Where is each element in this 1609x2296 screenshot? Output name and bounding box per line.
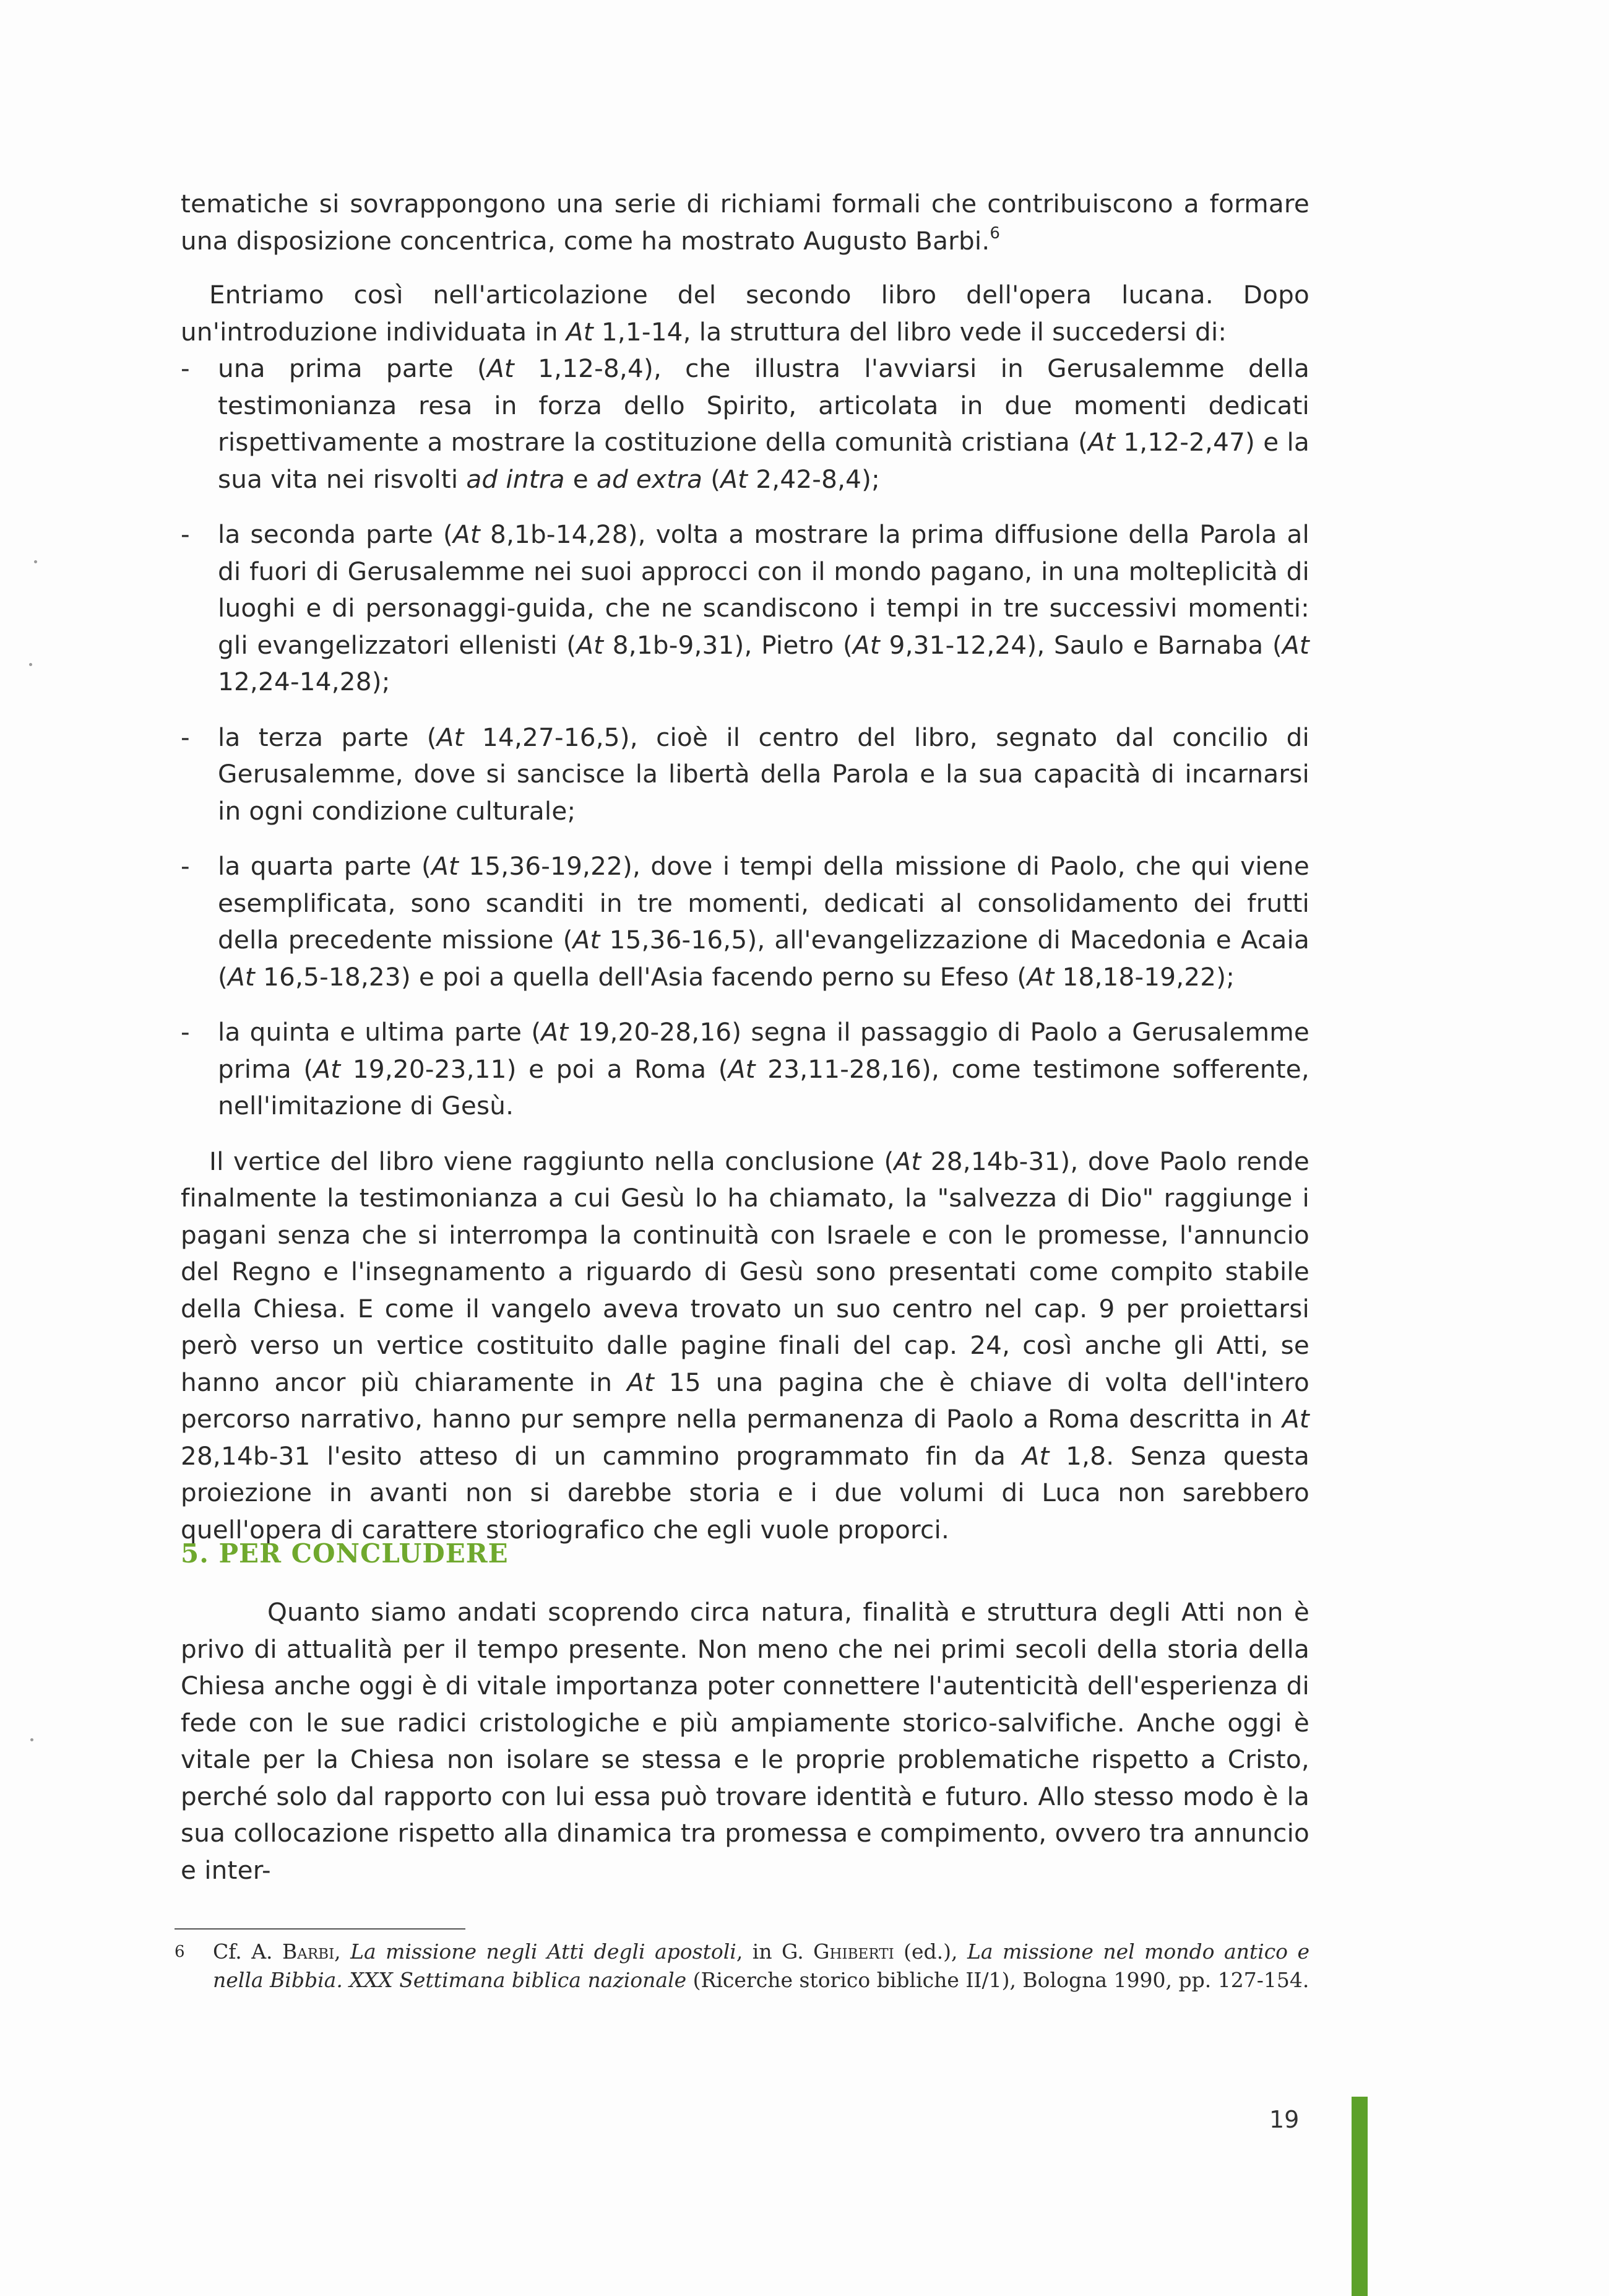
list-item-part-3: - la terza parte (At 14,27-16,5), cioè il centro del libro, segnato dal concilio di Gerusalemme, dove si sancisce la libertà della Parola e la sua capacità di incarnarsi in ogni condizione culturale; (181, 722, 1309, 826)
footnote (175, 1938, 1309, 1995)
scan-speck (34, 560, 37, 563)
list-item-part-5: - la quinta e ultima parte (At 19,20-28,16) segna il passaggio di Paolo a Gerusalemme prima (At 19,20-23,11) e poi a Roma (At 23,11-28,16), come testimone sofferente, nell'imitazione di Gesù. (181, 1017, 1309, 1120)
paragraph-structure: Entriamo così nell'articolazione del secondo libro dell'opera lucana. Dopo un'introduzione individuata in At 1,1-14, la struttura del libro vede il succedersi di: (181, 280, 1309, 347)
footnote-text: Cf. A. Barbi, La missione negli Atti degli apostoli, in G. Ghiberti (ed.), La missione nel mondo antico e nella Bibbia. XXX Settimana biblica nazionale (Ricerche storico bibliche II/1), Bologna 1990, pp. 127-154. (213, 1939, 1310, 1992)
paragraph-intro: tematiche si sovrappongono una serie di richiami formali che contribuiscono a formare una disposizione concentrica, come ha mostrato Augusto Barbi.$^6$ (181, 189, 1309, 256)
footnote-number: 6 (175, 1943, 185, 1961)
paragraph-vertex: Il vertice del libro viene raggiunto nella conclusione (At 28,14b-31), dove Paolo rende finalmente la testimonianza a cui Gesù lo ha chiamato, la "salvezza di Dio" raggiunge i pagani senza che si interrompa la continuità con Israele e con le promesse, l'annuncio del Regno e l'insegnamento a riguardo di Gesù sono presentati come compito stabile della Chiesa. E come il vangelo aveva trovato un suo centro nel cap. 9 per proiettarsi però verso un vertice costituito dalle pagine finali del cap. 24, così anche gli Atti, se hanno ancor più chiaramente in At 15 una pagina che è chiave di volta dell'intero percorso narrativo, hanno pur sempre nella permanenza di Paolo a Roma descritta in At 28,14b-31 l'esito atteso di un cammino programmato fin da At 1,8. Senza questa proiezione in avanti non si darebbe storia e i due volumi di Luca non sarebbero quell'opera di carattere storiografico che egli vuole proporci. (181, 1146, 1310, 1544)
footnote-ref-6[interactable]: 6 (990, 223, 1001, 243)
scan-speck (30, 1738, 33, 1741)
paragraph-conclusion: Quanto siamo andati scoprendo circa natura, finalità e struttura degli Atti non è privo di attualità per il tempo presente. Non meno che nei primi secoli della storia della Chiesa anche oggi è di vitale importanza poter connettere l'autenticità dell'esperienza di fede con le sue radici cristologiche e più ampiamente storico-salvifiche. Anche oggi è vitale per la Chiesa non isolare se stessa e le proprie problematiche rispetto a Cristo, perché solo dal rapporto con lui essa può trovare identità e futuro. Allo stesso modo è la sua collocazione rispetto alla dinamica tra promessa e compimento, ovvero tra annuncio e inter- (181, 1597, 1309, 1885)
section-heading: 5. PER CONCLUDERE (181, 1538, 509, 1569)
parts-list (181, 350, 1309, 1125)
list-item-part-4: - la quarta parte (At 15,36-19,22), dove i tempi della missione di Paolo, che qui viene esemplificata, sono scanditi in tre momenti, dedicati al consolidamento dei frutti della precedente missione (At 15,36-16,5), all'evangelizzazione di Macedonia e Acaia (At 16,5-18,23) e poi a quella dell'Asia facendo perno su Efeso (At 18,18-19,22); (181, 851, 1310, 992)
list-item-part-2: - la seconda parte (At 8,1b-14,28), volta a mostrare la prima diffusione della Parola al di fuori di Gerusalemme nei suoi approcci con il mondo pagano, in una molteplicità di luoghi e di personaggi-guida, che ne scandiscono i tempi in tre successivi momenti: gli evangelizzatori ellenisti (At 8,1b-9,31), Pietro (At 9,31-12,24), Saulo e Barnaba (At 12,24-14,28); (181, 519, 1309, 696)
section-body (181, 1594, 1309, 1889)
page-number: 19 (1269, 2106, 1300, 2133)
footnote-divider (175, 1928, 465, 1930)
main-text (181, 186, 1309, 1548)
scan-speck (29, 663, 32, 666)
list-item-part-1: - una prima parte (At 1,12-8,4), che illustra l'avviarsi in Gerusalemme della testimonianza resa in forza dello Spirito, articolata in due momenti dedicati rispettivamente a mostrare la costituzione della comunità cristiana (At 1,12-2,47) e la sua vita nei risvolti ad intra e ad extra (At 2,42-8,4); (181, 353, 1309, 494)
page-tab-bar (1352, 2097, 1368, 2296)
